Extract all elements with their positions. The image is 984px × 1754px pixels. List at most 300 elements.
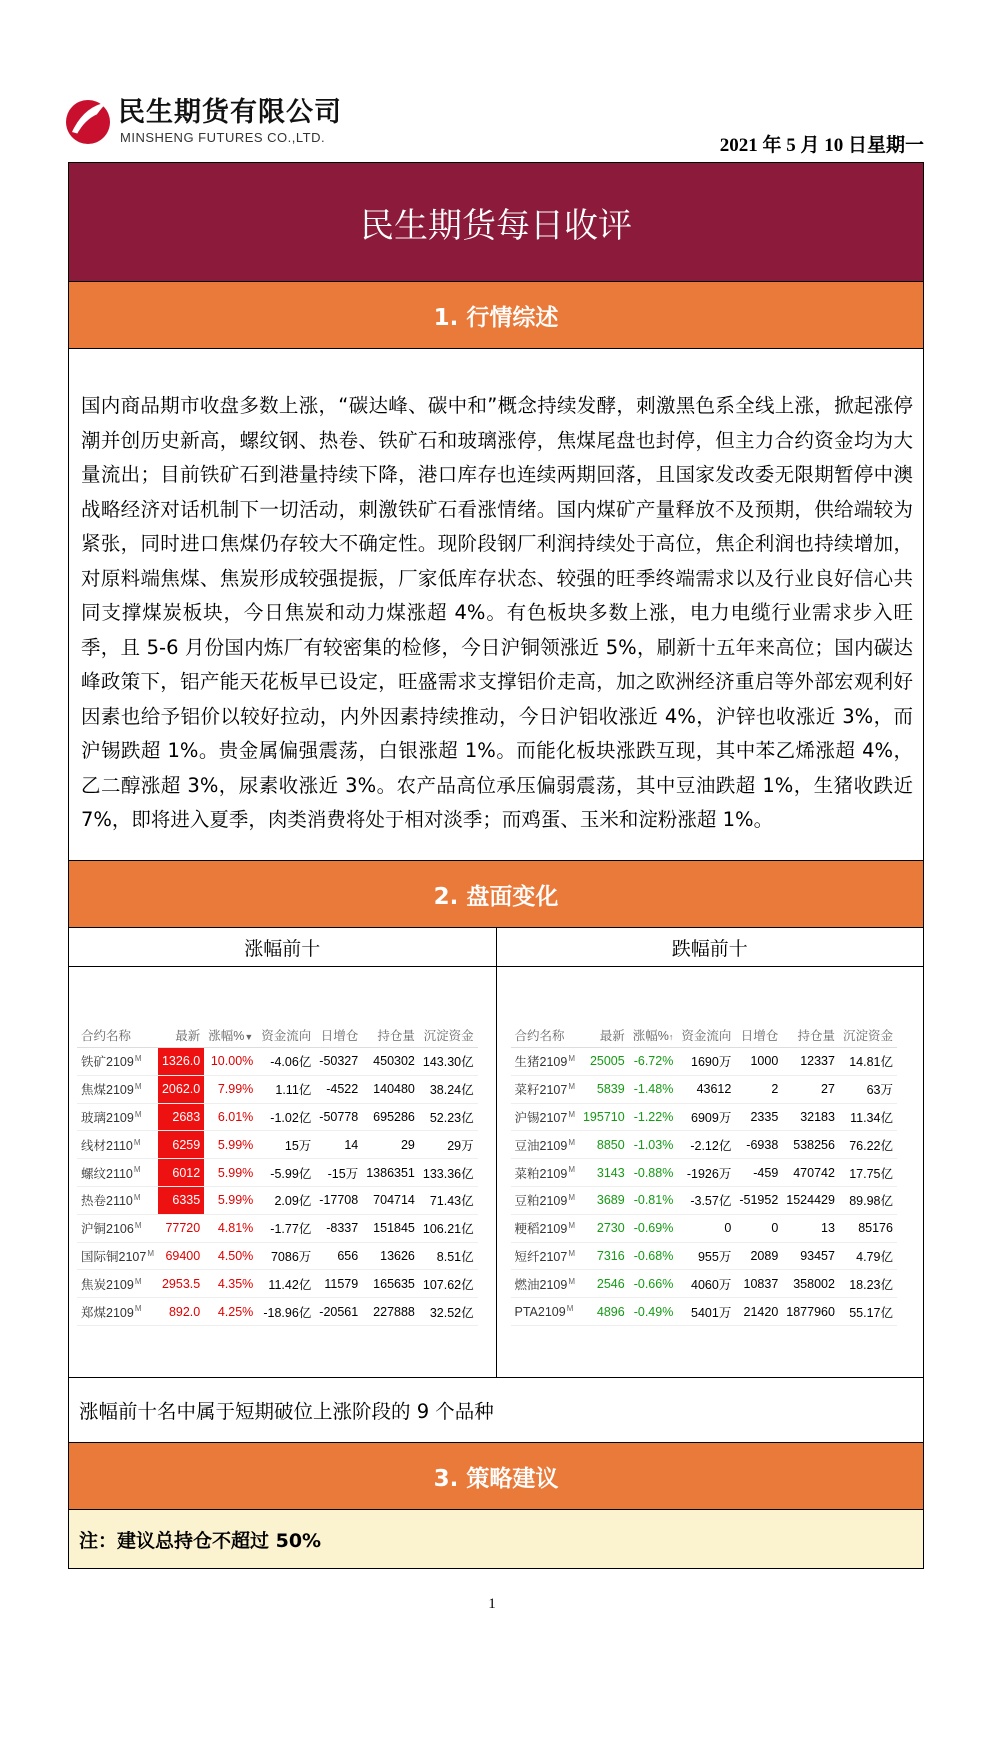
fund-flow [257, 1242, 315, 1270]
change-pct [629, 1242, 678, 1270]
open-interest-value: 538256 [793, 1137, 835, 1152]
oi-change-value: -50778 [319, 1109, 359, 1124]
last-price [579, 1075, 629, 1103]
breakout-note: 涨幅前十名中属于短期破位上涨阶段的 9 个品种 [69, 1378, 923, 1443]
fund-flow-value: -1926万 [686, 1166, 732, 1181]
oi-change [315, 1048, 362, 1076]
open-interest-value: 13626 [380, 1248, 415, 1263]
settled-funds-value: 143.30亿 [422, 1055, 474, 1070]
open-interest [362, 1075, 419, 1103]
sort-asc-icon: ↑ [668, 1032, 674, 1042]
contract-name [77, 1270, 158, 1298]
settled-funds [839, 1298, 897, 1326]
last-price-value: 69400 [165, 1248, 201, 1263]
settled-funds-value: 63万 [866, 1083, 893, 1098]
change-pct-value: 4.81% [217, 1221, 254, 1236]
last-price [579, 1242, 629, 1270]
change-pct-value: 4.35% [217, 1276, 254, 1291]
contract-name-value: 菜籽2107 [514, 1083, 568, 1098]
main-contract-badge: M [134, 1221, 142, 1231]
last-price [158, 1159, 204, 1187]
contract-name-value: 线材2110 [81, 1138, 133, 1153]
fund-flow-value: -1.02亿 [270, 1110, 312, 1125]
last-price-value: 3143 [596, 1165, 625, 1180]
contract-name [77, 1048, 158, 1076]
contract-name [77, 1214, 158, 1242]
contract-name [511, 1159, 579, 1187]
last-price-value: 8850 [596, 1137, 625, 1152]
fund-flow-value: 11.42亿 [268, 1277, 312, 1292]
fund-flow [677, 1048, 735, 1076]
contract-name [511, 1048, 579, 1076]
table-row[interactable] [511, 1159, 897, 1187]
change-pct [629, 1214, 678, 1242]
contract-name [511, 1186, 579, 1214]
main-contract-badge: M [133, 1137, 141, 1147]
table-row[interactable] [511, 1048, 897, 1076]
col-open-interest: 持仓量 [362, 1023, 419, 1048]
open-interest [782, 1131, 839, 1159]
settled-funds [839, 1214, 897, 1242]
contract-name [77, 1186, 158, 1214]
oi-change [315, 1214, 362, 1242]
page-number: 1 [488, 1596, 496, 1612]
col-change-pct-label: 涨幅% [208, 1029, 245, 1043]
table-row[interactable] [77, 1298, 478, 1326]
settled-funds [839, 1103, 897, 1131]
contract-name [77, 1131, 158, 1159]
main-contract-badge: M [147, 1248, 154, 1258]
open-interest [782, 1048, 839, 1076]
contract-name [511, 1270, 579, 1298]
change-pct [204, 1159, 257, 1187]
fund-flow [677, 1214, 735, 1242]
fund-flow-value: -2.12亿 [690, 1138, 732, 1153]
settled-funds [419, 1103, 478, 1131]
fund-flow [677, 1131, 735, 1159]
change-pct-value: -0.66% [633, 1276, 674, 1291]
oi-change [735, 1131, 782, 1159]
settled-funds-value: 106.21亿 [422, 1222, 474, 1237]
contract-name-value: 铁矿2109 [81, 1055, 134, 1070]
col-change-pct-label: 涨幅% [632, 1029, 669, 1043]
main-contract-badge: M [134, 1082, 142, 1092]
change-pct-value: 7.99% [217, 1082, 254, 1097]
table-row[interactable] [77, 1270, 478, 1298]
main-contract-badge: M [568, 1276, 575, 1286]
oi-change-value: -4522 [326, 1082, 359, 1097]
change-pct [204, 1048, 257, 1076]
oi-change [315, 1075, 362, 1103]
gainers-panel-title: 涨幅前十 [69, 928, 497, 966]
main-contract-badge: M [134, 1054, 142, 1064]
open-interest-value: 704714 [373, 1193, 415, 1208]
last-price [158, 1270, 204, 1298]
open-interest-value: 470742 [793, 1165, 835, 1180]
last-price-value: 2730 [596, 1221, 625, 1236]
oi-change-value: 0 [771, 1221, 779, 1236]
oi-change-value: -20561 [319, 1304, 359, 1319]
gainers-panel [69, 967, 497, 1377]
oi-change [735, 1214, 782, 1242]
contract-name-value: 粳稻2109 [514, 1222, 568, 1237]
main-contract-badge: M [568, 1165, 575, 1175]
settled-funds-value: 71.43亿 [429, 1194, 474, 1209]
last-price [579, 1159, 629, 1187]
sort-desc-icon: ▼ [244, 1032, 254, 1042]
fund-flow [677, 1298, 735, 1326]
change-pct-value: -0.49% [633, 1304, 674, 1319]
settled-funds [839, 1075, 897, 1103]
main-contract-badge: M [134, 1276, 142, 1286]
open-interest [782, 1159, 839, 1187]
ranking-panels [69, 967, 923, 1378]
oi-change [735, 1186, 782, 1214]
change-pct-value: -1.48% [633, 1082, 674, 1097]
open-interest-value: 13 [821, 1221, 835, 1236]
fund-flow [257, 1103, 315, 1131]
change-pct-value: 4.25% [217, 1304, 254, 1319]
table-row[interactable] [511, 1298, 897, 1326]
settled-funds-value: 11.34亿 [850, 1110, 893, 1125]
contract-name [511, 1242, 579, 1270]
change-pct-value: 10.00% [210, 1054, 254, 1069]
settled-funds-value: 18.23亿 [849, 1277, 893, 1292]
fund-flow-value: 1.11亿 [275, 1083, 312, 1098]
open-interest-value: 358002 [793, 1276, 835, 1291]
fund-flow-value: 4060万 [691, 1277, 732, 1292]
contract-name-value: 燃油2109 [514, 1277, 568, 1292]
contract-name [77, 1159, 158, 1187]
last-price-value: 6259 [172, 1137, 201, 1152]
last-price [158, 1242, 204, 1270]
fund-flow [677, 1186, 735, 1214]
last-price-value: 195710 [582, 1109, 625, 1124]
fund-flow [257, 1298, 315, 1326]
change-pct [629, 1159, 678, 1187]
fund-flow [677, 1159, 735, 1187]
change-pct-value: -0.81% [633, 1193, 674, 1208]
oi-change-value: 2089 [750, 1248, 779, 1263]
fund-flow [257, 1075, 315, 1103]
oi-change-value: -6938 [746, 1137, 779, 1152]
last-price [158, 1214, 204, 1242]
oi-change-value: 2335 [750, 1109, 779, 1124]
change-pct-value: -0.69% [633, 1221, 674, 1236]
fund-flow [257, 1048, 315, 1076]
col-fund-flow: 资金流向 [677, 1023, 735, 1048]
last-price-value: 5839 [596, 1082, 625, 1097]
main-contract-badge: M [568, 1109, 575, 1119]
section-heading-strategy: 3. 策略建议 [69, 1443, 923, 1510]
fund-flow-value: 15万 [284, 1138, 312, 1153]
settled-funds [839, 1048, 897, 1076]
settled-funds [419, 1159, 478, 1187]
fund-flow [257, 1270, 315, 1298]
change-pct [204, 1186, 257, 1214]
last-price [158, 1103, 204, 1131]
contract-name-value: 焦炭2109 [81, 1277, 134, 1292]
main-contract-badge: M [568, 1248, 575, 1258]
oi-change-value: -459 [753, 1165, 779, 1180]
open-interest-value: 151845 [373, 1221, 415, 1236]
report-frame [68, 162, 924, 1569]
oi-change [735, 1159, 782, 1187]
settled-funds [419, 1048, 478, 1076]
table-row[interactable] [511, 1186, 897, 1214]
open-interest [362, 1048, 419, 1076]
last-price [579, 1298, 629, 1326]
gainers-header-row [77, 1023, 478, 1048]
change-pct [629, 1186, 678, 1214]
oi-change-value: 10837 [743, 1276, 779, 1291]
company-logo [64, 88, 364, 158]
change-pct [629, 1103, 678, 1131]
main-contract-badge: M [568, 1082, 575, 1092]
section-heading-board-changes: 2. 盘面变化 [69, 861, 923, 928]
change-pct-value: -0.88% [633, 1165, 674, 1180]
settled-funds [839, 1242, 897, 1270]
table-row[interactable] [511, 1075, 897, 1103]
table-row[interactable] [511, 1214, 897, 1242]
settled-funds-value: 133.36亿 [422, 1166, 474, 1181]
fund-flow-value: 1690万 [691, 1055, 732, 1070]
oi-change [735, 1298, 782, 1326]
last-price-value: 1326.0 [161, 1054, 201, 1069]
table-row[interactable] [511, 1103, 897, 1131]
open-interest [782, 1214, 839, 1242]
losers-table [511, 1023, 897, 1326]
fund-flow-value: -1.77亿 [270, 1222, 312, 1237]
change-pct [629, 1131, 678, 1159]
change-pct [204, 1270, 257, 1298]
settled-funds-value: 14.81亿 [849, 1055, 893, 1070]
contract-name-value: 焦煤2109 [81, 1083, 134, 1098]
change-pct-value: 6.01% [217, 1109, 254, 1124]
open-interest [362, 1242, 419, 1270]
oi-change [735, 1103, 782, 1131]
report-date: 2021 年 5 月 10 日星期一 [719, 135, 924, 156]
last-price [158, 1048, 204, 1076]
report-title: 民生期货每日收评 [69, 163, 923, 282]
change-pct-value: 5.99% [217, 1193, 254, 1208]
oi-change [315, 1298, 362, 1326]
change-pct-value: -0.68% [633, 1248, 674, 1263]
oi-change-value: -17708 [319, 1193, 359, 1208]
col-fund-flow: 资金流向 [257, 1023, 315, 1048]
last-price [158, 1075, 204, 1103]
last-price [579, 1270, 629, 1298]
contract-name [511, 1298, 579, 1326]
open-interest [362, 1214, 419, 1242]
last-price [158, 1298, 204, 1326]
contract-name-value: 热卷2110 [81, 1194, 133, 1209]
settled-funds-value: 4.79亿 [856, 1249, 893, 1264]
settled-funds [839, 1186, 897, 1214]
table-row[interactable] [511, 1270, 897, 1298]
last-price-value: 4896 [596, 1304, 625, 1319]
oi-change-value: 656 [337, 1248, 359, 1263]
last-price-value: 2546 [596, 1276, 625, 1291]
col-settled-funds: 沉淀资金 [839, 1023, 897, 1048]
last-price-value: 7316 [596, 1248, 625, 1263]
table-row[interactable] [511, 1131, 897, 1159]
fund-flow [677, 1103, 735, 1131]
oi-change [315, 1159, 362, 1187]
company-name-en: MINSHENG FUTURES CO.,LTD. [120, 130, 326, 145]
oi-change-value: 11579 [324, 1276, 359, 1291]
open-interest-value: 1386351 [366, 1165, 415, 1180]
contract-name [511, 1214, 579, 1242]
oi-change [735, 1270, 782, 1298]
minsheng-logo-icon [64, 92, 112, 146]
main-contract-badge: M [133, 1193, 141, 1203]
market-summary-text: 国内商品期市收盘多数上涨，“碳达峰、碳中和”概念持续发酵，刺激黑色系全线上涨，掀起涨停潮并创历史新高，螺纹钢、热卷、铁矿石和玻璃涨停，焦煤尾盘也封停，但主力合约资金均为大量流出；目前铁矿石到港量持续下降，港口库存也连续两期回落，且国家发改委无限期暂停中澳战略经济对话机制下一切活动，刺激铁矿石看涨情绪。国内煤矿产量释放不及预期，供给端较为紧张，同时进口焦煤仍存较大不确定性。现阶段钢厂利润持续处于高位，焦企利润也持续增加，对原料端焦煤、焦炭形成较强提振，厂家低库存状态、较强的旺季终端需求以及行业良好信心共同支撑煤炭板块，今日焦炭和动力煤涨超 4%。有色板块多数上涨，电力电缆行业需求步入旺季，且 5-6 月份国内炼厂有较密集的检修，今日沪铜领涨近 5%，刷新十五年来高位；国内碳达峰政策下，铝产能天花板早已设定，旺盛需求支撑铝价走高，加之欧洲经济重启等外部宏观利好因素也给予铝价以较好拉动，内外因素持续推动，今日沪铝收涨近 4%，沪锌也收涨近 3%，而沪锡跌超 1%。贵金属偏强震荡，白银涨超 1%。而能化板块涨跌互现，其中苯乙烯涨超 4%，乙二醇涨超 3%，尿素收涨近 3%。农产品高位承压偏弱震荡，其中豆油跌超 1%，生猪收跌近 7%，即将进入夏季，肉类消费将处于相对淡季；而鸡蛋、玉米和淀粉涨超 1%。 [69, 349, 923, 861]
losers-panel [497, 967, 924, 1377]
contract-name-value: 郑煤2109 [81, 1305, 134, 1320]
table-row[interactable] [77, 1242, 478, 1270]
last-price-value: 892.0 [168, 1304, 201, 1319]
settled-funds [839, 1159, 897, 1187]
last-price [579, 1214, 629, 1242]
main-contract-badge: M [568, 1193, 575, 1203]
table-row[interactable] [77, 1075, 478, 1103]
fund-flow [677, 1270, 735, 1298]
change-pct-value: -6.72% [633, 1054, 674, 1069]
main-contract-badge: M [134, 1304, 142, 1314]
oi-change-value: 14 [344, 1137, 359, 1152]
open-interest-value: 32183 [800, 1109, 835, 1124]
col-contract: 合约名称 [511, 1023, 579, 1048]
table-row[interactable] [77, 1214, 478, 1242]
settled-funds-value: 76.22亿 [849, 1138, 893, 1153]
settled-funds-value: 29万 [447, 1138, 474, 1153]
contract-name-value: PTA2109 [514, 1305, 566, 1320]
oi-change [315, 1270, 362, 1298]
settled-funds-value: 8.51亿 [436, 1249, 474, 1264]
change-pct [204, 1103, 257, 1131]
main-contract-badge: M [568, 1137, 575, 1147]
fund-flow-value: -4.06亿 [270, 1055, 312, 1070]
fund-flow-value: -18.96亿 [263, 1305, 312, 1320]
table-row[interactable] [77, 1186, 478, 1214]
last-price-value: 2683 [172, 1109, 201, 1124]
open-interest [362, 1298, 419, 1326]
open-interest [362, 1103, 419, 1131]
settled-funds [839, 1270, 897, 1298]
oi-change-value: 2 [771, 1082, 779, 1097]
position-advice: 注：建议总持仓不超过 50% [69, 1510, 923, 1568]
contract-name-value: 生猪2109 [514, 1055, 568, 1070]
fund-flow [257, 1159, 315, 1187]
oi-change-value: 1000 [750, 1054, 779, 1069]
table-row[interactable] [77, 1048, 478, 1076]
oi-change-value: 21420 [743, 1304, 779, 1319]
change-pct [204, 1075, 257, 1103]
fund-flow-value: 7086万 [270, 1249, 312, 1264]
change-pct [204, 1298, 257, 1326]
contract-name [511, 1103, 579, 1131]
settled-funds-value: 107.62亿 [422, 1277, 474, 1292]
table-row[interactable] [77, 1131, 478, 1159]
oi-change [315, 1186, 362, 1214]
oi-change [315, 1103, 362, 1131]
main-contract-badge: M [568, 1054, 575, 1064]
section-heading-market-overview: 1. 行情综述 [69, 282, 923, 349]
settled-funds [419, 1075, 478, 1103]
settled-funds-value: 85176 [858, 1221, 893, 1236]
fund-flow [257, 1214, 315, 1242]
settled-funds-value: 32.52亿 [429, 1305, 474, 1320]
table-row[interactable] [511, 1242, 897, 1270]
change-pct [629, 1048, 678, 1076]
main-contract-badge: M [133, 1165, 141, 1175]
contract-name-value: 沪铜2106 [81, 1222, 134, 1237]
open-interest [782, 1242, 839, 1270]
last-price [158, 1131, 204, 1159]
oi-change-value: -51952 [739, 1193, 779, 1208]
open-interest-value: 12337 [800, 1054, 835, 1069]
open-interest-value: 29 [400, 1137, 415, 1152]
fund-flow [677, 1075, 735, 1103]
fund-flow [257, 1186, 315, 1214]
fund-flow-value: 6909万 [691, 1110, 732, 1125]
contract-name-value: 国际铜2107 [81, 1249, 147, 1264]
oi-change-value: -15万 [327, 1166, 359, 1181]
open-interest-value: 93457 [800, 1248, 835, 1263]
last-price-value: 25005 [589, 1054, 625, 1069]
table-row[interactable] [77, 1159, 478, 1187]
settled-funds [419, 1214, 478, 1242]
fund-flow-value: -3.57亿 [690, 1194, 732, 1209]
last-price-value: 3689 [596, 1193, 625, 1208]
last-price [579, 1103, 629, 1131]
col-last: 最新 [579, 1023, 629, 1048]
open-interest [362, 1131, 419, 1159]
settled-funds-value: 89.98亿 [849, 1194, 893, 1209]
company-name-cn: 民生期货有限公司 [118, 97, 342, 128]
last-price-value: 2062.0 [161, 1082, 201, 1097]
col-settled-funds: 沉淀资金 [419, 1023, 478, 1048]
losers-header-row [511, 1023, 897, 1048]
open-interest [362, 1270, 419, 1298]
main-contract-badge: M [566, 1303, 574, 1313]
gainers-table [77, 1023, 478, 1326]
settled-funds [419, 1186, 478, 1214]
open-interest-value: 1524429 [786, 1193, 835, 1208]
panel-headers [69, 928, 923, 967]
open-interest-value: 27 [821, 1082, 835, 1097]
change-pct-value: 4.50% [217, 1248, 254, 1263]
last-price-value: 6335 [172, 1193, 201, 1208]
change-pct [629, 1270, 678, 1298]
change-pct [204, 1242, 257, 1270]
table-row[interactable] [77, 1103, 478, 1131]
fund-flow-value: -5.99亿 [270, 1166, 312, 1181]
col-change-pct[interactable] [204, 1023, 257, 1048]
contract-name-value: 豆油2109 [514, 1138, 568, 1153]
fund-flow [257, 1131, 315, 1159]
settled-funds-value: 17.75亿 [849, 1166, 893, 1181]
change-pct [204, 1214, 257, 1242]
last-price-value: 6012 [172, 1165, 201, 1180]
last-price-value: 2953.5 [161, 1276, 201, 1291]
open-interest-value: 450302 [373, 1054, 415, 1069]
settled-funds [419, 1131, 478, 1159]
settled-funds-value: 55.17亿 [849, 1305, 893, 1320]
main-contract-badge: M [134, 1109, 142, 1119]
col-change-pct[interactable] [629, 1023, 678, 1048]
